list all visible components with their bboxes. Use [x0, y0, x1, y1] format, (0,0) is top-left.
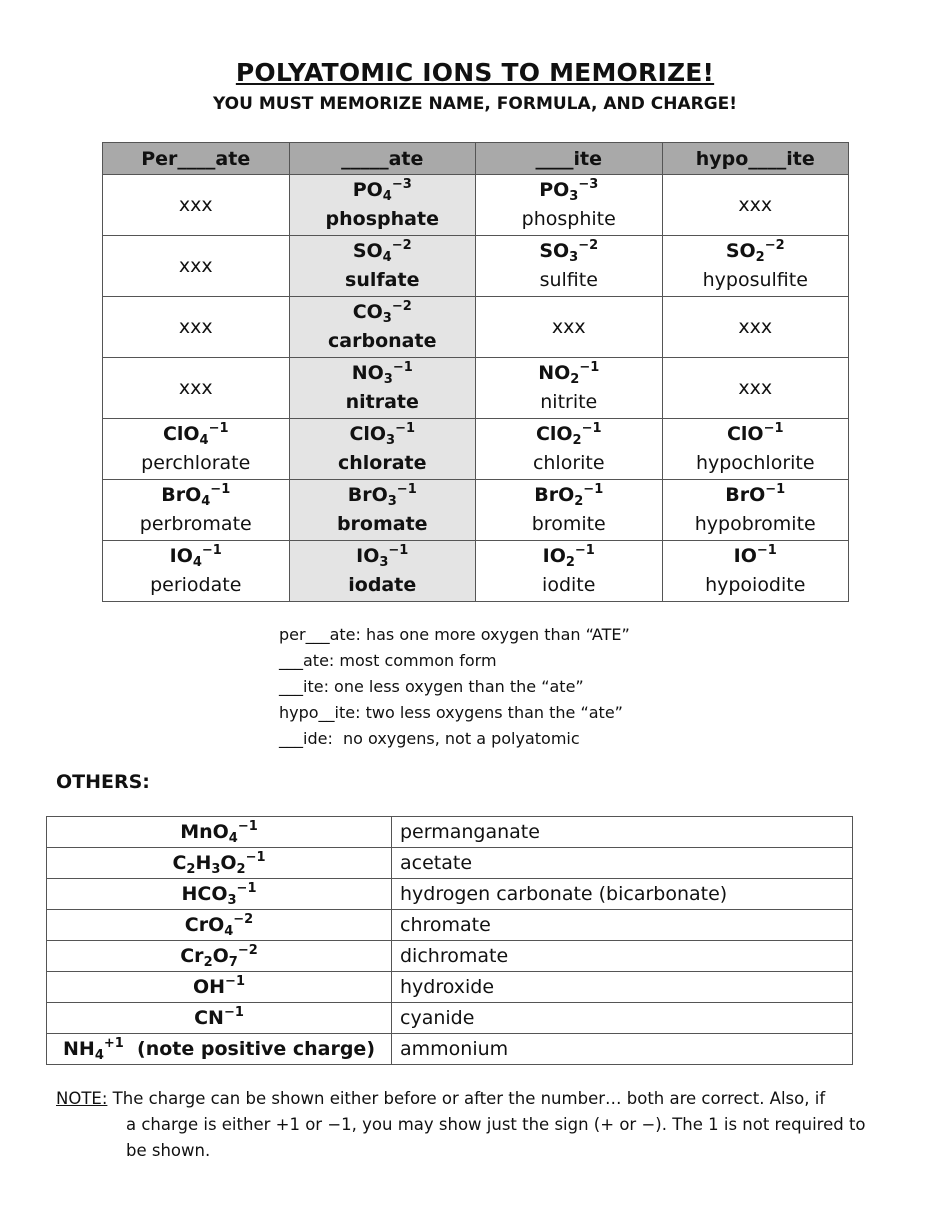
ion-formula	[290, 359, 476, 388]
formula-subscript: 4	[201, 494, 211, 509]
header-ate: _____ate	[289, 143, 476, 175]
other-ions-body	[47, 817, 853, 1065]
table-row	[103, 297, 849, 358]
formula-subscript: 3	[569, 250, 579, 265]
rule-per-ate: per___ate: has one more oxygen than “ATE”	[279, 625, 630, 644]
ion-cell-ite	[476, 541, 663, 602]
formula-charge: −2	[237, 943, 258, 958]
ion-cell-ate	[289, 236, 476, 297]
formula-symbol: C	[172, 852, 187, 874]
formula-charge: −2	[764, 238, 785, 253]
ion-name: phosphate	[325, 208, 439, 230]
ion-cell-ate	[289, 419, 476, 480]
empty-placeholder: xxx	[551, 315, 586, 338]
ion-cell-per-ate	[103, 236, 290, 297]
formula-symbol: ClO	[349, 423, 387, 445]
other-ion-name: cyanide	[392, 1003, 853, 1034]
others-heading: OTHERS:	[56, 771, 150, 793]
formula-charge: −1	[763, 421, 784, 436]
formula-charge: −1	[756, 543, 777, 558]
empty-placeholder: xxx	[178, 254, 213, 277]
ion-name: periodate	[150, 574, 242, 596]
ion-name: perbromate	[139, 513, 252, 535]
other-ion-formula	[47, 1034, 392, 1065]
other-ion-name: ammonium	[392, 1034, 853, 1065]
formula-symbol: NO	[351, 362, 384, 384]
formula-charge: −1	[392, 360, 413, 375]
table-header-row	[103, 143, 849, 175]
table-row	[47, 910, 853, 941]
formula-subscript: 2	[565, 555, 575, 570]
formula-symbol: O	[220, 852, 237, 874]
formula-subscript: 4	[224, 924, 234, 939]
other-ion-name: hydrogen carbonate (bicarbonate)	[392, 879, 853, 910]
ion-cell-hypo-ite	[662, 358, 849, 419]
formula-symbol: NO	[538, 362, 571, 384]
formula-symbol: BrO	[161, 484, 202, 506]
ion-formula	[476, 176, 662, 205]
table-row	[47, 1034, 853, 1065]
formula-subscript: 3	[211, 862, 221, 877]
table-row	[47, 848, 853, 879]
table-row	[103, 541, 849, 602]
ion-cell-per-ate	[103, 541, 290, 602]
ion-name: nitrite	[540, 391, 598, 413]
formula-subscript: 2	[186, 862, 196, 877]
ion-name: hyposulfite	[702, 269, 808, 291]
formula-subscript: 4	[228, 831, 238, 846]
formula-symbol: H	[195, 852, 212, 874]
formula-symbol: SO	[352, 240, 383, 262]
formula-charge: −1	[396, 482, 417, 497]
ion-cell-ite	[476, 175, 663, 236]
formula-subscript: 2	[203, 955, 213, 970]
table-row	[47, 817, 853, 848]
ion-name: carbonate	[328, 330, 437, 352]
formula-charge: −1	[388, 543, 409, 558]
rule-ite: ___ite: one less oxygen than the “ate”	[279, 677, 584, 696]
formula-symbol: O	[212, 945, 229, 967]
formula-subscript: 3	[227, 893, 237, 908]
formula-subscript: 4	[382, 189, 392, 204]
other-ion-name: dichromate	[392, 941, 853, 972]
empty-placeholder: xxx	[178, 315, 213, 338]
ion-naming-table	[102, 142, 849, 602]
formula-charge: −1	[765, 482, 786, 497]
formula-symbol: ClO	[726, 423, 764, 445]
ion-cell-hypo-ite	[662, 236, 849, 297]
ion-formula	[290, 542, 476, 571]
ion-formula	[476, 420, 662, 449]
ion-formula	[476, 542, 662, 571]
ion-cell-ite	[476, 297, 663, 358]
formula-subscript: 4	[192, 555, 202, 570]
ion-formula	[663, 420, 849, 449]
table-row	[47, 941, 853, 972]
formula-symbol: SO	[725, 240, 756, 262]
formula-symbol: PO	[352, 179, 383, 201]
ion-formula	[663, 542, 849, 571]
formula-symbol: IO	[542, 545, 566, 567]
ion-name: bromite	[531, 513, 606, 535]
ion-formula	[663, 237, 849, 266]
header-ite: ____ite	[476, 143, 663, 175]
ion-name: sulfite	[539, 269, 598, 291]
ion-formula	[663, 481, 849, 510]
formula-symbol: BrO	[534, 484, 575, 506]
ion-formula	[290, 420, 476, 449]
formula-symbol: CrO	[184, 914, 225, 936]
formula-subscript: 3	[382, 311, 392, 326]
other-ion-name: acetate	[392, 848, 853, 879]
note-paragraph	[56, 1086, 906, 1164]
ion-name: nitrate	[345, 391, 419, 413]
formula-subscript: 3	[383, 372, 393, 387]
header-hypo-ite: hypo____ite	[662, 143, 849, 175]
formula-charge: −1	[581, 421, 602, 436]
formula-subscript: 2	[236, 862, 246, 877]
ion-cell-ate	[289, 297, 476, 358]
ion-cell-hypo-ite	[662, 419, 849, 480]
note-line-2: a charge is either +1 or −1, you may show just the sign (+ or −). The 1 is not required to	[126, 1115, 866, 1134]
ion-cell-per-ate	[103, 175, 290, 236]
formula-subscript: 3	[386, 433, 396, 448]
formula-charge: −1	[201, 543, 222, 558]
formula-charge: −3	[391, 177, 412, 192]
table-row	[103, 480, 849, 541]
ion-cell-per-ate	[103, 419, 290, 480]
formula-symbol: CO	[352, 301, 383, 323]
empty-placeholder: xxx	[738, 376, 773, 399]
other-ion-formula	[47, 1003, 392, 1034]
table-row	[103, 175, 849, 236]
formula-subscript: 7	[228, 955, 238, 970]
ion-formula	[290, 481, 476, 510]
ion-cell-hypo-ite	[662, 480, 849, 541]
page-title: POLYATOMIC IONS TO MEMORIZE!	[235, 58, 715, 87]
table-row	[103, 358, 849, 419]
ion-formula	[290, 298, 476, 327]
formula-symbol: (note positive charge)	[123, 1038, 375, 1060]
ion-formula	[290, 237, 476, 266]
ion-formula	[476, 237, 662, 266]
header-per-ate: Per____ate	[103, 143, 290, 175]
ion-cell-ate	[289, 541, 476, 602]
table-row	[47, 879, 853, 910]
rule-ate: ___ate: most common form	[279, 651, 497, 670]
empty-placeholder: xxx	[178, 376, 213, 399]
formula-subscript: 2	[570, 372, 580, 387]
ion-cell-ite	[476, 236, 663, 297]
rule-hypo-ite: hypo__ite: two less oxygens than the “ate”	[279, 703, 623, 722]
note-line-3: be shown.	[126, 1141, 211, 1160]
formula-charge: −1	[237, 819, 258, 834]
formula-charge: −1	[208, 421, 229, 436]
other-ion-formula	[47, 817, 392, 848]
formula-symbol: CN	[194, 1007, 224, 1029]
formula-symbol: ClO	[535, 423, 573, 445]
formula-symbol: MnO	[180, 821, 229, 843]
ion-formula	[103, 542, 289, 571]
table-row	[103, 236, 849, 297]
formula-symbol: IO	[733, 545, 757, 567]
rule-ide: ___ide: no oxygens, not a polyatomic	[279, 729, 580, 748]
ion-name: bromate	[336, 513, 428, 535]
formula-subscript: 2	[574, 494, 584, 509]
ion-cell-ite	[476, 480, 663, 541]
formula-charge: −1	[236, 881, 257, 896]
ion-name: hypobromite	[694, 513, 816, 535]
ion-cell-hypo-ite	[662, 175, 849, 236]
ion-cell-ite	[476, 358, 663, 419]
formula-charge: −1	[245, 850, 266, 865]
formula-charge: −1	[225, 974, 245, 989]
ion-name: sulfate	[345, 269, 420, 291]
formula-symbol: NH	[63, 1038, 95, 1060]
formula-subscript: 3	[569, 189, 579, 204]
ion-cell-ate	[289, 175, 476, 236]
formula-subscript: 4	[199, 433, 209, 448]
formula-charge: −2	[391, 238, 412, 253]
note-line-1: The charge can be shown either before or after the number… both are correct. Also, if	[107, 1089, 826, 1108]
note-label: NOTE:	[56, 1089, 108, 1108]
ion-formula	[103, 420, 289, 449]
ion-name: phosphite	[521, 208, 616, 230]
formula-symbol: HCO	[181, 883, 228, 905]
other-ion-formula	[47, 941, 392, 972]
formula-subscript: 4	[94, 1048, 104, 1063]
formula-symbol: OH	[192, 976, 226, 998]
formula-symbol: SO	[539, 240, 570, 262]
other-ion-formula	[47, 972, 392, 1003]
other-ion-formula	[47, 848, 392, 879]
naming-rules	[279, 622, 630, 752]
empty-placeholder: xxx	[738, 193, 773, 216]
ion-name: chlorate	[337, 452, 427, 474]
formula-subscript: 2	[572, 433, 582, 448]
ion-name: iodite	[542, 574, 596, 596]
ion-cell-hypo-ite	[662, 297, 849, 358]
formula-charge: −1	[210, 482, 231, 497]
formula-symbol: PO	[539, 179, 570, 201]
formula-symbol: Cr	[180, 945, 204, 967]
formula-symbol: ClO	[162, 423, 200, 445]
ion-cell-ate	[289, 358, 476, 419]
formula-charge: −1	[579, 360, 600, 375]
ion-cell-hypo-ite	[662, 541, 849, 602]
other-ion-name: chromate	[392, 910, 853, 941]
formula-symbol: IO	[169, 545, 193, 567]
formula-subscript: 3	[379, 555, 389, 570]
table-row	[47, 972, 853, 1003]
table-row	[47, 1003, 853, 1034]
formula-symbol: IO	[356, 545, 380, 567]
ion-cell-ate	[289, 480, 476, 541]
empty-placeholder: xxx	[178, 193, 213, 216]
ion-name: perchlorate	[141, 452, 251, 474]
table-row	[103, 419, 849, 480]
ion-formula	[476, 359, 662, 388]
ion-name: hypoiodite	[705, 574, 806, 596]
formula-symbol: BrO	[347, 484, 388, 506]
formula-charge: −2	[578, 238, 599, 253]
formula-charge: −2	[233, 912, 254, 927]
formula-charge: −1	[574, 543, 595, 558]
ion-table-body	[103, 175, 849, 602]
formula-charge: −1	[583, 482, 604, 497]
other-ion-formula	[47, 879, 392, 910]
ion-name: iodate	[348, 574, 417, 596]
ion-formula	[290, 176, 476, 205]
formula-charge: −2	[391, 299, 412, 314]
formula-charge: −1	[395, 421, 416, 436]
other-ion-name: hydroxide	[392, 972, 853, 1003]
ion-cell-ite	[476, 419, 663, 480]
ion-cell-per-ate	[103, 358, 290, 419]
ion-name: chlorite	[532, 452, 605, 474]
other-ion-formula	[47, 910, 392, 941]
formula-charge: −3	[578, 177, 599, 192]
ion-name: hypochlorite	[695, 452, 815, 474]
ion-formula	[476, 481, 662, 510]
formula-subscript: 3	[387, 494, 397, 509]
empty-placeholder: xxx	[738, 315, 773, 338]
formula-subscript: 2	[755, 250, 765, 265]
formula-subscript: 4	[382, 250, 392, 265]
other-ions-table	[46, 816, 853, 1065]
formula-charge: −1	[223, 1005, 244, 1020]
ion-formula	[103, 481, 289, 510]
formula-charge: +1	[103, 1036, 124, 1051]
ion-cell-per-ate	[103, 480, 290, 541]
formula-symbol: BrO	[725, 484, 766, 506]
other-ion-name: permanganate	[392, 817, 853, 848]
ion-cell-per-ate	[103, 297, 290, 358]
page-subtitle: YOU MUST MEMORIZE NAME, FORMULA, AND CHARGE!	[212, 94, 738, 114]
